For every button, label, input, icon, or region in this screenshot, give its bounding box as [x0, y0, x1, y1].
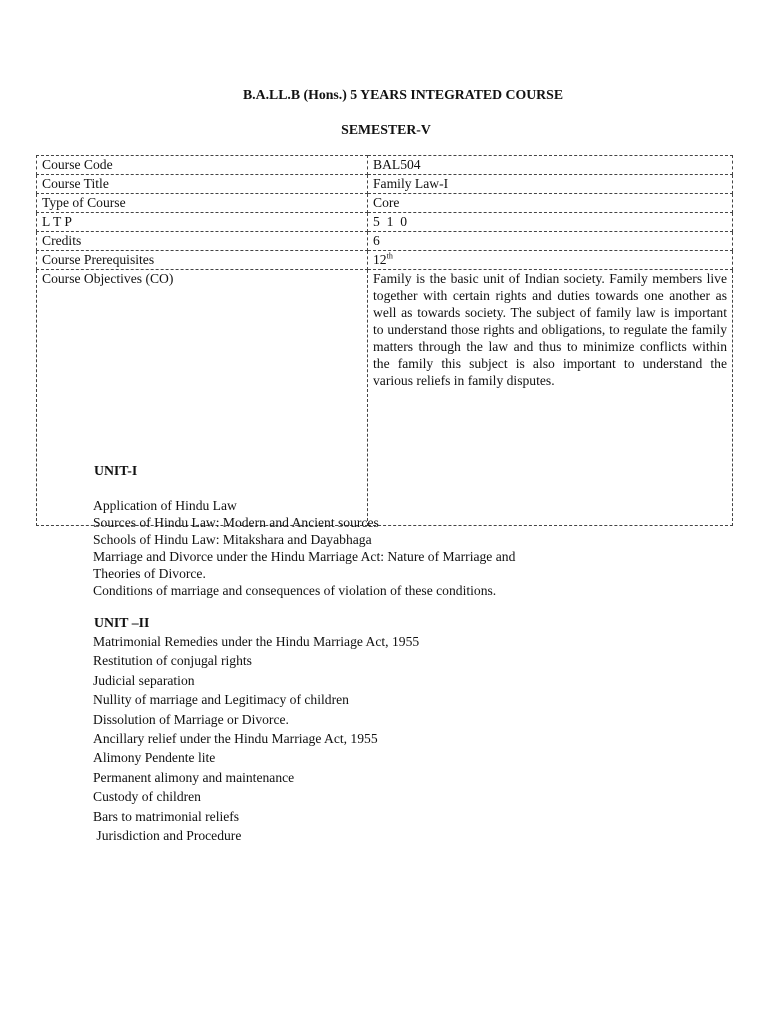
ltp-label: L T P [37, 213, 368, 232]
course-type-label: Type of Course [37, 194, 368, 213]
list-item: Conditions of marriage and consequences of violation of these conditions. [93, 583, 497, 598]
list-item: Nullity of marriage and Legitimacy of children [93, 692, 349, 708]
list-item: Application of Hindu Law [93, 498, 237, 513]
credits-label: Credits [37, 232, 368, 251]
unit-2-heading: UNIT –II [94, 615, 150, 630]
unit-2-topic-list [93, 632, 613, 845]
list-item: Jurisdiction and Procedure [93, 828, 242, 844]
table-row [37, 251, 733, 270]
list-item: Judicial separation [93, 672, 195, 688]
list-item: Alimony Pendente lite [93, 750, 216, 766]
list-item: Schools of Hindu Law: Mitakshara and Dayabhaga [93, 532, 372, 547]
list-item: Ancillary relief under the Hindu Marriage Act, 1955 [93, 731, 378, 747]
course-type-value: Core [368, 194, 733, 213]
table-row [37, 270, 733, 526]
document-title: B.A.LL.B (Hons.) 5 YEARS INTEGRATED COURSE [242, 87, 564, 102]
course-objectives-label: Course Objectives (CO) [37, 270, 368, 526]
table-row [37, 156, 733, 175]
course-code-value: BAL504 [368, 156, 733, 175]
course-title-value: Family Law-I [368, 175, 733, 194]
unit-1-topic-list [93, 497, 613, 599]
table-row [37, 175, 733, 194]
prerequisites-label: Course Prerequisites [37, 251, 368, 270]
prerequisites-value [368, 251, 733, 270]
list-item: Permanent alimony and maintenance [93, 769, 295, 785]
list-item: Sources of Hindu Law: Modern and Ancient sources [93, 515, 379, 530]
list-item: Marriage and Divorce under the Hindu Marriage Act: Nature of Marriage and [93, 549, 516, 564]
unit-1-heading: UNIT-I [94, 463, 138, 478]
course-objectives-text: Family is the basic unit of Indian society. Family members live together with certain rights and duties towards one another as well as towards society. The subject of family law is important to understand those rights and obligations, to regulate the family matters through the law and thus to minimize conflicts within the family this subject is also important to understand the various reliefs in family disputes. [368, 270, 733, 526]
list-item: Dissolution of Marriage or Divorce. [93, 711, 289, 727]
list-item: Matrimonial Remedies under the Hindu Marriage Act, 1955 [93, 634, 420, 649]
credits-value: 6 [368, 232, 733, 251]
table-row [37, 194, 733, 213]
semester-heading: SEMESTER-V [341, 122, 431, 137]
table-row [37, 213, 733, 232]
prerequisites-number: 12 [373, 252, 387, 267]
table-row [37, 232, 733, 251]
list-item: Custody of children [93, 789, 201, 805]
ltp-value: 5 1 0 [368, 213, 733, 232]
course-code-label: Course Code [37, 156, 368, 175]
list-item: Bars to matrimonial reliefs [93, 808, 240, 824]
prerequisites-suffix: th [386, 251, 393, 261]
list-item: Theories of Divorce. [93, 566, 206, 581]
course-details-table [36, 155, 733, 526]
course-title-label: Course Title [37, 175, 368, 194]
list-item: Restitution of conjugal rights [93, 653, 252, 669]
